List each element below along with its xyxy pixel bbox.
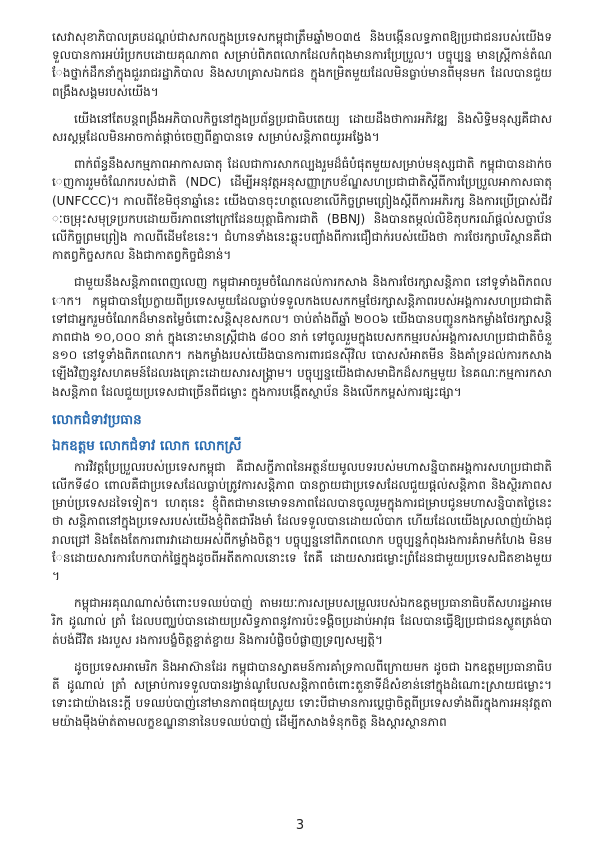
section-heading-president: លោកជំទាវប្រធាន <box>52 411 142 428</box>
paragraph-7: ដូចប្រទេសអាមេរិក និងអាស៊ានដែរ កម្ពុជាបានស្វាគមន៍ការគាំទ្រកាលពីក្រោយមក ដូចជា ឯកឧត្តមប្រធានាធិបតី ដូណាល់ ត្រាំ សម្រាប់ការទទួលបានរង្វាន់ណូបែលសន្តិភាពចំពោះតួនាទីដ៏សំខាន់នៅក្នុងដំណោះស្រាយជម្លោះ។ ទោះជាយ៉ាងនេះក្តី បទឈប់បាញ់នៅមានភាពផុយស្រួយ ទោះបីជាមានការប្តេជ្ញាចិត្តពីប្រទេសទាំងពីរក្នុងការអនុវត្តតាមយ៉ាងម៉ឺងម៉ាត់តាមលក្ខខណ្ឌនានានៃបទឈប់បាញ់ ដើម្បីកសាងទំនុកចិត្ត និងស្តារស្ថានភាព <box>52 659 552 729</box>
paragraph-5: ការវិវត្តប្រែប្រួលរបស់ប្រទេសកម្ពុជា គឺជាសក្ខីភាពនៃអត្ថន័យមូលបទរបស់មហាសន្និបាតអង្គការសហប្រជាជាតិលើកទី៨០ ពោលគឺជាប្រទេសដែលធ្លាប់ត្រូវការសន្តិភាព បានក្លាយជាប្រទេសដែលជួយផ្តល់សន្តិភាព និងស្ថិរភាពសម្រាប់ប្រទេសដទៃទៀត។ ហេតុនេះ ខ្ញុំពិតជាមានមោទនភាពដែលបានចូលរួមក្នុងការជម្រាបជូនមហាសន្និបាតថ្ងៃនេះថា សន្តិភាពនៅក្នុងប្រទេសរបស់យើងខ្ញុំពិតជារឹងមាំ ដែលទទួលបានដោយលំបាក ហើយដែលយើងស្រលាញ់យ៉ាងជ្រាលជ្រៅ និងតែងតែការពារវាដោយអស់ពីកម្លាំងចិត្ត។ បច្ចុប្បន្ននៅពិភពលោក បច្ចុប្បន្នកំពុងរងការគំរាមកំហែង មិនមែនដោយសារការបែកបាក់ផ្ទៃក្នុងដូចពីអតីតកាលនោះទេ តែគឺ ដោយសារជម្លោះព្រំដែនជាមួយប្រទេសជិតខាងមួយ។ <box>52 459 552 584</box>
paragraph-3: ពាក់ព័ន្ធនឹងសកម្មភាពអាកាសធាតុ ដែលជាការសាកល្បងរួមដ៏ធំបំផុតមួយសម្រាប់មនុស្សជាតិ កម្ពុជាបានដាក់ចេញការរួមចំណែករបស់ជាតិ (NDC) ដើម្បីអនុវត្តអនុសញ្ញាក្របខ័ណ្ឌសហប្រជាជាតិស្តីពីការប្រែប្រួលអាកាសធាតុ (UNFCCC)។ កាលពីខែមិថុនាឆ្នាំនេះ យើងបានចុះហត្ថលេខាលើកិច្ចព្រមព្រៀងស្តីពីការអភិរក្ស និងការប្រើប្រាស់ជីវៈចម្រុះសមុទ្រប្រកបដោយចីរភាពនៅក្រៅដែនយុត្តាធិការជាតិ (BBNJ) និងបានតម្កល់លិខិតុបករណ៍ផ្តល់សច្ចាប័នលើកិច្ចព្រមព្រៀង កាលពីដើមខែនេះ។ ជំហានទាំងនេះឆ្លុះបញ្ចាំងពីការជឿជាក់របស់យើងថា ការថែរក្សាបរិស្ថានគឺជាកាតព្វកិច្ចសកល និងជាកាតព្វកិច្ចជំនាន់។ <box>52 157 552 263</box>
paragraph-2: យើងនៅតែបន្តពង្រឹងអភិបាលកិច្ចនៅក្នុងប្រព័ន្ធប្រជាធិបតេយ្យ ដោយដឹងថាការអភិវឌ្ឍ និងសិទ្ធិមនុស្សគឺជាសសរស្តម្ភដែលមិនអាចកាត់ផ្ដាច់ចេញពីគ្នាបានទេ សម្រាប់សន្តិភាពយូរអង្វែង។ <box>52 111 552 145</box>
paragraph-4: ជាមួយនឹងសន្តិភាពពេញលេញ កម្ពុជាអាចរួមចំណែកដល់ការកសាង និងការថែរក្សាសន្តិភាព នៅទូទាំងពិភពលោក។ កម្ពុជាបានប្រែក្លាយពីប្រទេសមួយដែលធ្លាប់ទទួលកងបេសកកម្មថែរក្សាសន្តិភាពរបស់អង្គការសហប្រជាជាតិ ទៅជាអ្នករួមចំណែកដ៏មានតម្លៃចំពោះសន្តិសុខសកល។ ចាប់តាំងពីឆ្នាំ ២០០៦ យើងបានបញ្ជូនកងកម្លាំងថែរក្សាសន្តិភាពជាង ១០,០០០ នាក់ ក្នុងនោះមានស្ត្រីជាង ៨០០ នាក់ ទៅចូលរួមក្នុងបេសកកម្មរបស់អង្គការសហប្រជាជាតិចំនួន១០ នៅទូទាំងពិភពលោក។ កងកម្លាំងរបស់យើងបានការពារជនស៊ីវិល បោសសំអាតមីន និងគាំទ្រដល់ការកសាងឡើងវិញនូវសហគមន៍ដែលរងគ្រោះដោយសារសង្គ្រាម។ បច្ចុប្បន្នយើងជាសមាជិកដ៏សកម្មមួយ នៃគណៈកម្មការកសាងសន្តិភាព ដែលជួយប្រទេសជាច្រើនពីជម្លោះ ក្នុងការបង្កើតស្ថាប័ន និងលើកកម្ពស់ការផ្សះផ្សា។ <box>52 275 552 399</box>
paragraph-6: កម្ពុជាអរគុណណាស់ចំពោះបទឈប់បាញ់ តាមរយៈការសម្របសម្រួលរបស់ឯកឧត្តមប្រធានាធិបតីសហរដ្ឋអាមេរិក ដូណាល់ ត្រាំ ដែលបញ្ឈប់បានដោយប្រសិទ្ធភាពនូវការប៉ះទង្គិចប្រដាប់អាវុធ ដែលបានធ្វើឱ្យប្រជាជនស្លូតត្រង់បាត់បង់ជីវិត រងរបួស រងការបង្ខំចិត្តខ្ចាត់ខ្ចាយ និងការបំផ្លិចបំផ្លាញទ្រព្យសម្បត្តិ។ <box>52 596 552 647</box>
paragraph-1: សេវាសុខាភិបាលគ្របដណ្ដប់ជាសកលក្នុងប្រទេសកម្ពុជាត្រឹមឆ្នាំ២០៣៥ និងបង្កើនលទ្ធភាពឱ្យប្រជាជនរបស់យើងទទួលបានការអប់រំប្រកបដោយគុណភាព សម្រាប់ពិភពលោកដែលកំពុងមានការប្រែប្រួល។ បច្ចុប្បន្ន មានស្ត្រីកាន់តំណែងថ្នាក់ដឹកនាំក្នុងជួររាជរដ្ឋាភិបាល និងសហគ្រាសឯកជន ក្នុងកម្រិតមួយដែលមិនធ្លាប់មានពីមុនមក ដែលបានជួយពង្រឹងសង្គមរបស់យើង។ <box>52 30 552 99</box>
document-body <box>52 28 552 740</box>
page-number: 3 <box>295 818 305 833</box>
section-heading-excellencies: ឯកឧត្តម លោកជំទាវ លោក លោកស្រី <box>52 437 242 454</box>
